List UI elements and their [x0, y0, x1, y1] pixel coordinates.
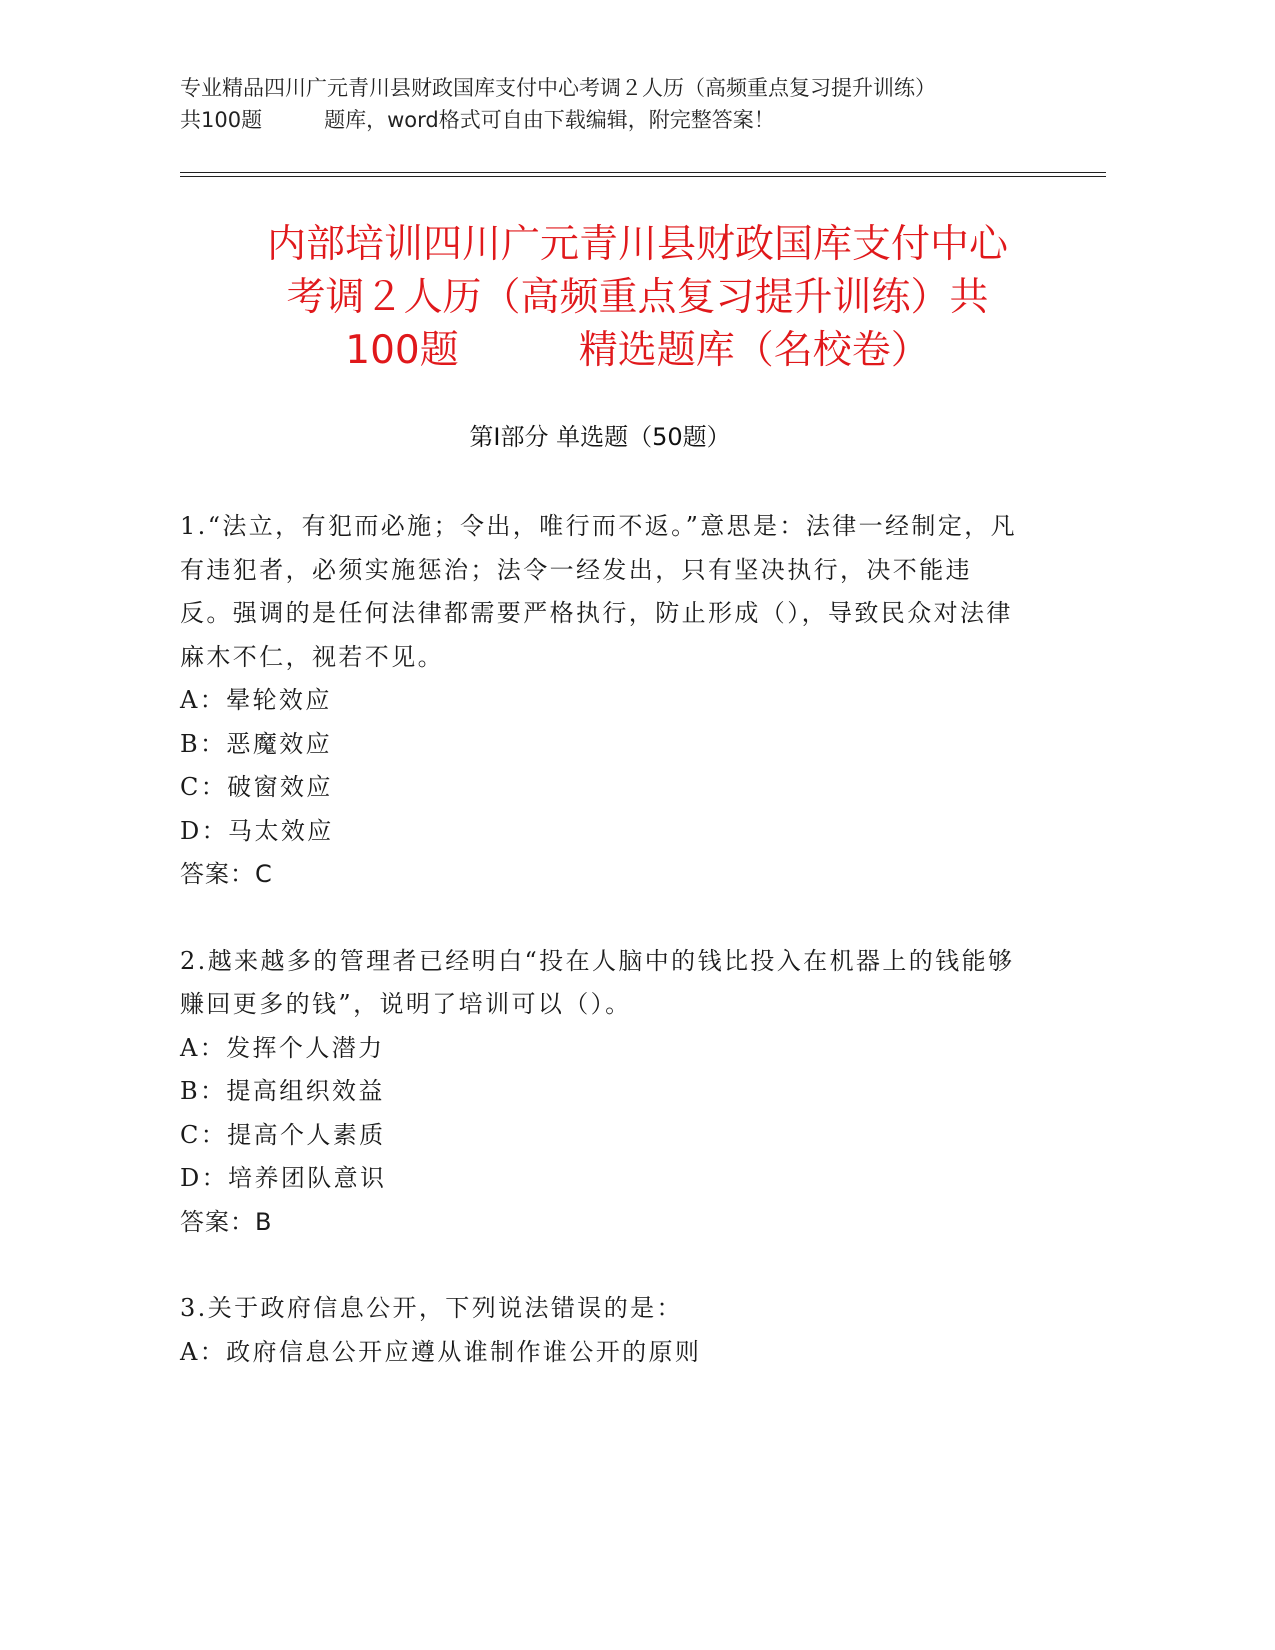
header-line-2-left: 共100题 [180, 108, 263, 132]
question-item [180, 1287, 1020, 1374]
header-line-2-right: 题库，word格式可自由下载编辑，附完整答案！ [324, 108, 775, 132]
title-line-3-right: 精选题库（名校卷） [578, 328, 930, 373]
title-line-3-left: 100题 [345, 328, 459, 373]
question-list [180, 505, 1020, 1417]
page-header [180, 72, 1110, 136]
question-option: B：恶魔效应 [180, 729, 333, 758]
question-option: D：培养团队意识 [180, 1164, 387, 1192]
question-item [180, 940, 1020, 1245]
question-option: B：提高组织效益 [180, 1077, 385, 1105]
header-divider-top [180, 172, 1106, 173]
title-line-3 [150, 324, 1125, 377]
header-line-1: 专业精品四川广元青川县财政国库支付中心考调２人历（高频重点复习提升训练） [180, 76, 936, 100]
section-title: 第Ⅰ部分 单选题（50题） [469, 423, 731, 451]
question-option: A：晕轮效应 [180, 686, 332, 714]
question-option: A：政府信息公开应遵从谁制作谁公开的原则 [180, 1337, 702, 1366]
header-line-2 [180, 104, 1110, 136]
question-text: 2.越来越多的管理者已经明白“投在人脑中的钱比投入在机器上的钱能够赚回更多的钱”，说明了培训可以（）。 [180, 946, 1015, 1018]
document-title [150, 218, 1125, 377]
question-option: C：提高个人素质 [180, 1120, 386, 1149]
title-line-2: 考调２人历（高频重点复习提升训练）共 [286, 275, 989, 320]
question-text: 1.“法立，有犯而必施；令出，唯行而不返。”意思是：法律一经制定，凡有违犯者，必须实施惩治；法令一经发出，只有坚决执行，决不能违反。强调的是任何法律都需要严格执行，防止形成（），导致民众对法律麻木不仁，视若不见。 [180, 512, 1018, 671]
question-text: 3.关于政府信息公开，下列说法错误的是： [180, 1294, 683, 1322]
question-answer: 答案：C [180, 860, 273, 888]
question-answer: 答案：B [180, 1207, 273, 1236]
header-divider-bottom [180, 176, 1106, 177]
question-option: A：发挥个人潜力 [180, 1033, 385, 1062]
question-option: D：马太效应 [180, 816, 334, 845]
question-option: C：破窗效应 [180, 773, 333, 801]
question-item [180, 505, 1020, 897]
title-line-1: 内部培训四川广元青川县财政国库支付中心 [266, 222, 1008, 267]
